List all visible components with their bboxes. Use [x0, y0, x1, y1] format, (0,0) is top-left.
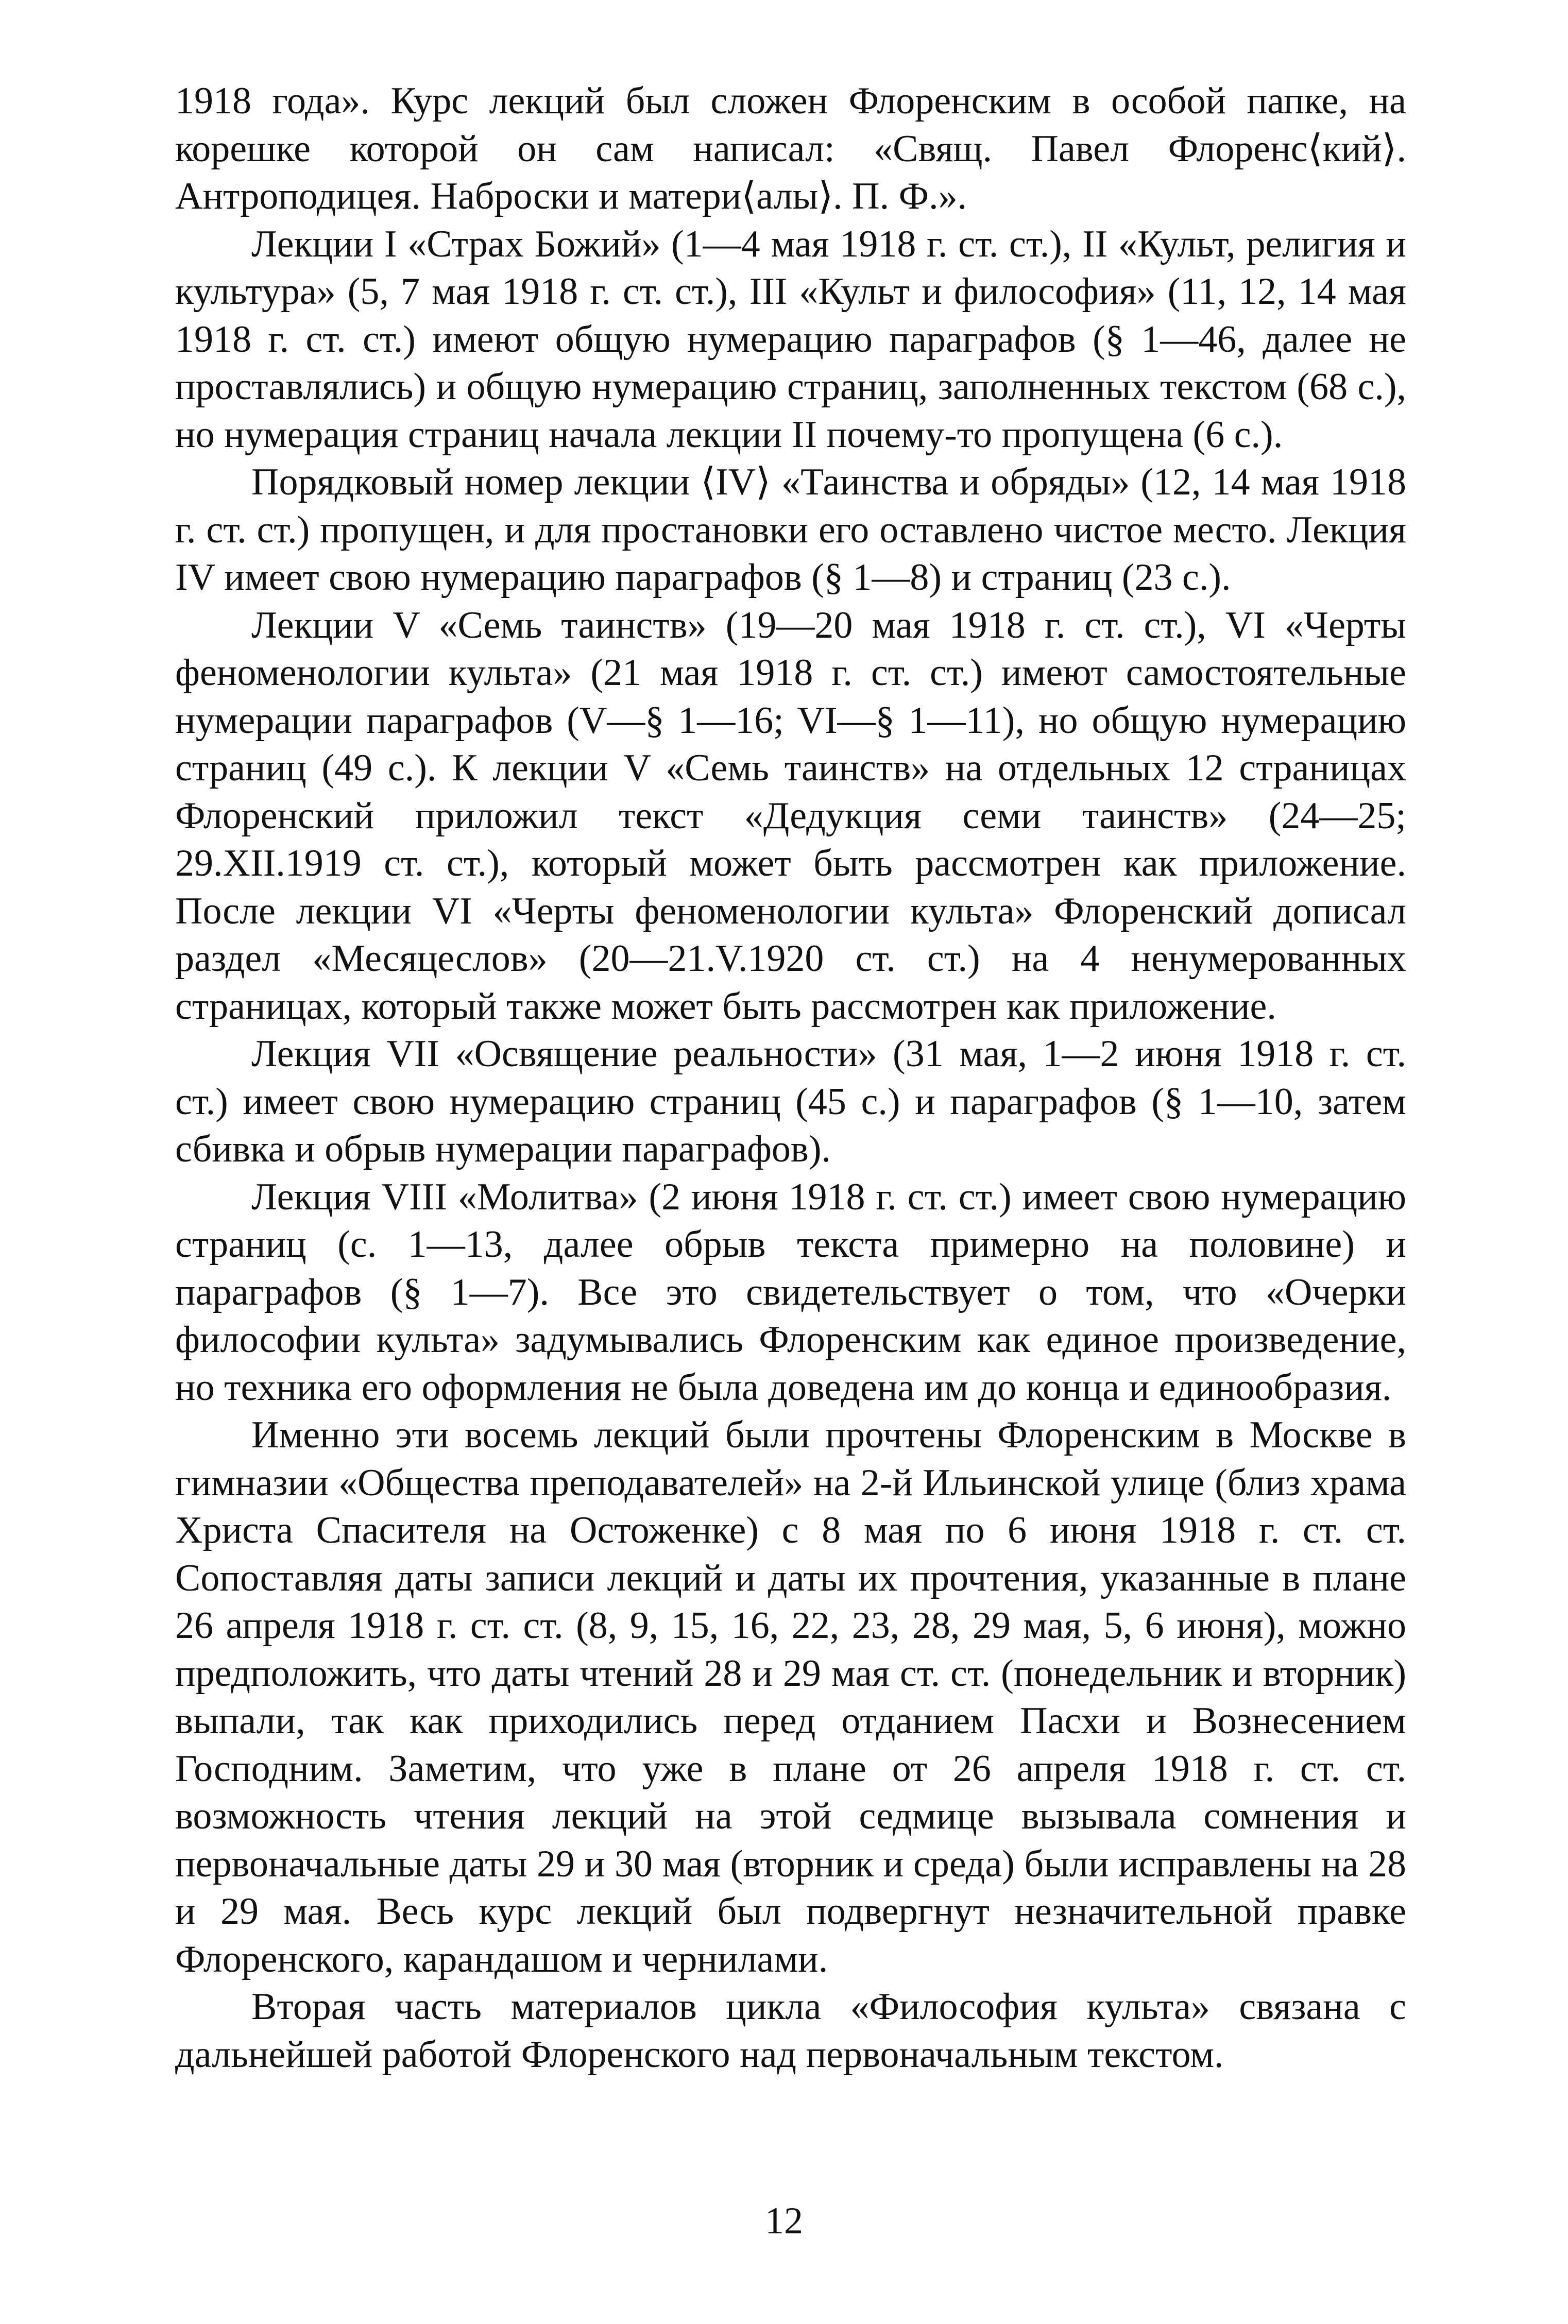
paragraph: Именно эти восемь лекций были прочтены Флоренским в Москве в гимназии «Общества преподавателей» на 2-й Ильинской улице (близ храма Христа Спасителя на Остоженке) с 8 мая по 6 июня 1918 г. ст. ст. Сопоставляя даты записи лекций и даты их прочтения, указанные в плане 26 апреля 1918 г. ст. ст. (8, 9, 15, 16, 22, 23, 28, 29 мая, 5, 6 июня), можно предположить, что даты чтений 28 и 29 мая ст. ст. (понедельник и вторник) выпали, так как приходились перед отданием Пасхи и Вознесением Господним. Заметим, что уже в плане от 26 апреля 1918 г. ст. ст. возможность чтения лекций на этой седмице вызывала сомнения и первоначальные даты 29 и 30 мая (вторник и среда) были исправлены на 28 и 29 мая. Весь курс лекций был подвергнут незначительной правке Флоренского, карандашом и чернилами. [175, 1414, 1406, 1980]
paragraph: Вторая часть материалов цикла «Философия культа» связана с дальнейшей работой Флоренского над первоначальным текстом. [175, 1986, 1406, 2076]
paragraph: Порядковый номер лекции ⟨IV⟩ «Таинства и обряды» (12, 14 мая 1918 г. ст. ст.) пропущен, и для простановки его оставлено чистое место. Лекция IV имеет свою нумерацию параграфов (§ 1—8) и страниц (23 с.). [175, 461, 1406, 599]
page-body [175, 77, 1406, 2078]
body-text [175, 77, 1406, 2078]
page-number: 12 [765, 2200, 803, 2242]
paragraph: Лекции V «Семь таинств» (19—20 мая 1918 г. ст. ст.), VI «Черты феноменологии культа» (21 мая 1918 г. ст. ст.) имеют самостоятельные нумерации параграфов (V—§ 1—16; VI—§ 1—11), но общую нумерацию страниц (49 с.). К лекции V «Семь таинств» на отдельных 12 страницах Флоренский приложил текст «Дедукция семи таинств» (24—25; 29.XII.1919 ст. ст.), который может быть рассмотрен как приложение. После лекции VI «Черты феноменологии культа» Флоренский дописал раздел «Месяцеслов» (20—21.V.1920 ст. ст.) на 4 ненумерованных страницах, который также может быть рассмотрен как приложение. [175, 604, 1406, 1028]
paragraph: Лекция VII «Освящение реальности» (31 мая, 1—2 июня 1918 г. ст. ст.) имеет свою нумерацию страниц (45 с.) и параграфов (§ 1—10, затем сбивка и обрыв нумерации параграфов). [175, 1033, 1406, 1170]
paragraph-continuation: 1918 года». Курс лекций был сложен Флоренским в особой папке, на корешке которой он сам написал: «Свящ. Павел Флоренс⟨кий⟩. Антроподицея. Наброски и матери⟨алы⟩. П. Ф.». [175, 80, 1406, 217]
paragraph: Лекция VIII «Молитва» (2 июня 1918 г. ст. ст.) имеет свою нумерацию страниц (с. 1—13, далее обрыв текста примерно на половине) и параграфов (§ 1—7). Все это свидетельствует о том, что «Очерки философии культа» задумывались Флоренским как единое произведение, но техника его оформления не была доведена им до конца и единообразия. [175, 1175, 1406, 1409]
paragraph: Лекции I «Страх Божий» (1—4 мая 1918 г. ст. ст.), II «Культ, религия и культура» (5, 7 мая 1918 г. ст. ст.), III «Культ и философия» (11, 12, 14 мая 1918 г. ст. ст.) имеют общую нумерацию параграфов (§ 1—46, далее не проставлялись) и общую нумерацию страниц, заполненных текстом (68 с.), но нумерация страниц начала лекции II почему-то пропущена (6 с.). [175, 223, 1406, 456]
